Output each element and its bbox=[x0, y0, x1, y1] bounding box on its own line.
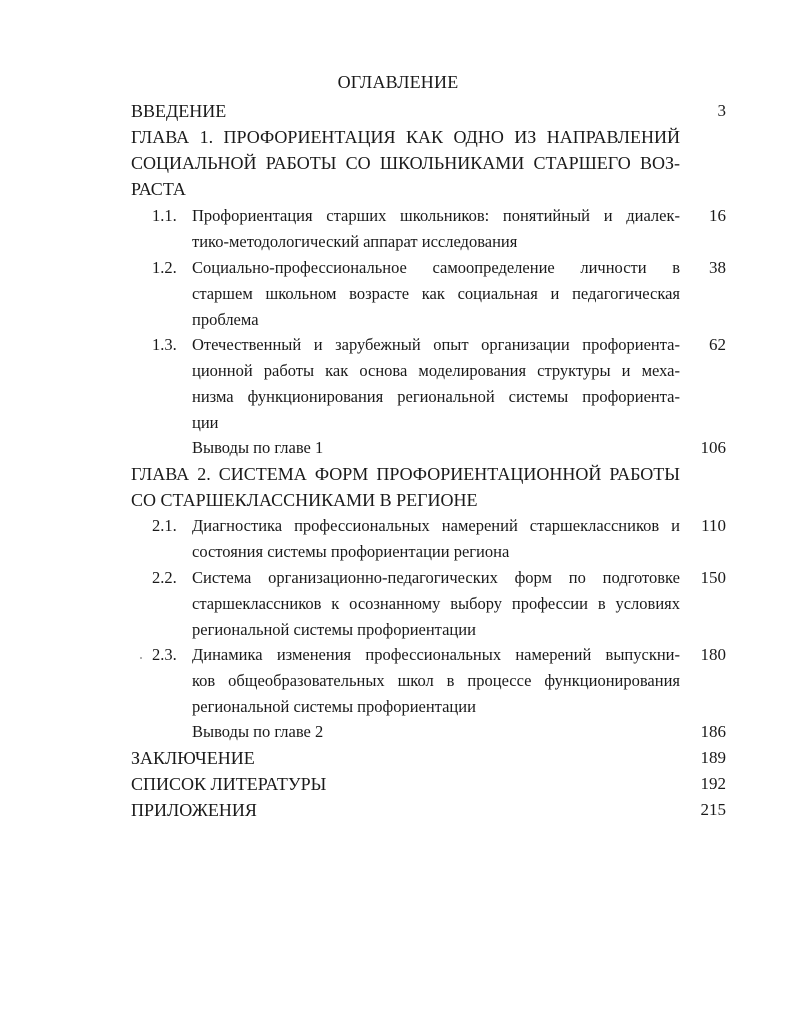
toc-page-number: 150 bbox=[700, 568, 726, 587]
section-title bbox=[192, 719, 680, 745]
toc-page-number: 106 bbox=[700, 438, 726, 457]
toc-entry-label: ВВЕДЕНИЕ bbox=[131, 101, 227, 121]
section-title-line: Выводы по главе 2 bbox=[192, 722, 324, 741]
toc-page-number: 62 bbox=[709, 335, 726, 354]
section-title bbox=[192, 203, 680, 255]
section-number: 2.1. bbox=[152, 516, 177, 535]
toc-page-number: 192 bbox=[700, 774, 726, 793]
section-title-line: Динамика изменения профессиональных намерений выпускни- bbox=[192, 645, 680, 664]
toc-page-number: 186 bbox=[700, 722, 726, 741]
toc-page-number: 215 bbox=[700, 800, 726, 819]
scan-speck bbox=[140, 657, 142, 659]
section-title bbox=[192, 565, 680, 643]
section-title-line: тико-методологический аппарат исследования bbox=[192, 232, 518, 251]
section-title bbox=[192, 332, 680, 436]
section-title bbox=[192, 642, 680, 720]
section-title-line: ков общеобразовательных школ в процессе функционирования bbox=[192, 671, 680, 690]
section-title-line: проблема bbox=[192, 310, 259, 329]
section-title bbox=[192, 513, 680, 565]
section-title bbox=[192, 255, 680, 333]
section-number: 1.2. bbox=[152, 258, 177, 277]
toc-page-number: 16 bbox=[709, 206, 726, 225]
section-title-line: Отечественный и зарубежный опыт организации профориента- bbox=[192, 335, 680, 354]
toc-entry-label: СПИСОК ЛИТЕРАТУРЫ bbox=[131, 774, 327, 794]
section-title-line: региональной системы профориентации bbox=[192, 697, 476, 716]
chapter-2-title bbox=[131, 461, 680, 513]
toc-page-number: 3 bbox=[717, 101, 726, 120]
chapter-2-title-line: СО СТАРШЕКЛАССНИКАМИ В РЕГИОНЕ bbox=[131, 490, 478, 510]
chapter-1-title bbox=[131, 124, 680, 202]
section-title-line: Диагностика профессиональных намерений старшеклассников и bbox=[192, 516, 680, 535]
section-title-line: региональной системы профориентации bbox=[192, 620, 476, 639]
section-title-line: ционной работы как основа моделирования структуры и меха- bbox=[192, 361, 680, 380]
section-title-line: ции bbox=[192, 413, 219, 432]
chapter-2-title-line: ГЛАВА 2. СИСТЕМА ФОРМ ПРОФОРИЕНТАЦИОННОЙ РАБОТЫ bbox=[131, 464, 680, 484]
section-title-line: старшеклассников к осознанному выбору профессии в условиях bbox=[192, 594, 680, 613]
section-title-line: низма функционирования региональной системы профориента- bbox=[192, 387, 680, 406]
toc-entry-label: ПРИЛОЖЕНИЯ bbox=[131, 800, 257, 820]
section-number: 1.1. bbox=[152, 206, 177, 225]
section-title-line: старшем школьном возрасте как социальная и педагогическая bbox=[192, 284, 680, 303]
toc-entry-label: ЗАКЛЮЧЕНИЕ bbox=[131, 748, 255, 768]
section-title-line: Социально-профессиональное самоопределение личности в bbox=[192, 258, 680, 277]
section-title-line: состояния системы профориентации региона bbox=[192, 542, 510, 561]
toc-page-number: 180 bbox=[700, 645, 726, 664]
section-number: 1.3. bbox=[152, 335, 177, 354]
section-title-line: Профориентация старших школьников: понятийный и диалек- bbox=[192, 206, 680, 225]
chapter-1-title-line: РАСТА bbox=[131, 179, 186, 199]
section-number: 2.2. bbox=[152, 568, 177, 587]
page-title: ОГЛАВЛЕНИЕ bbox=[337, 72, 459, 92]
toc-page-number: 189 bbox=[700, 748, 726, 767]
section-title-line: Выводы по главе 1 bbox=[192, 438, 324, 457]
section-title bbox=[192, 435, 680, 461]
toc-page-number: 38 bbox=[709, 258, 726, 277]
chapter-1-title-line: СОЦИАЛЬНОЙ РАБОТЫ СО ШКОЛЬНИКАМИ СТАРШЕГО ВОЗ- bbox=[131, 153, 680, 173]
toc-page-number: 110 bbox=[701, 516, 726, 535]
chapter-1-title-line: ГЛАВА 1. ПРОФОРИЕНТАЦИЯ КАК ОДНО ИЗ НАПРАВЛЕНИЙ bbox=[131, 127, 680, 147]
section-title-line: Система организационно-педагогических форм по подготовке bbox=[192, 568, 680, 587]
section-number: 2.3. bbox=[152, 645, 177, 664]
